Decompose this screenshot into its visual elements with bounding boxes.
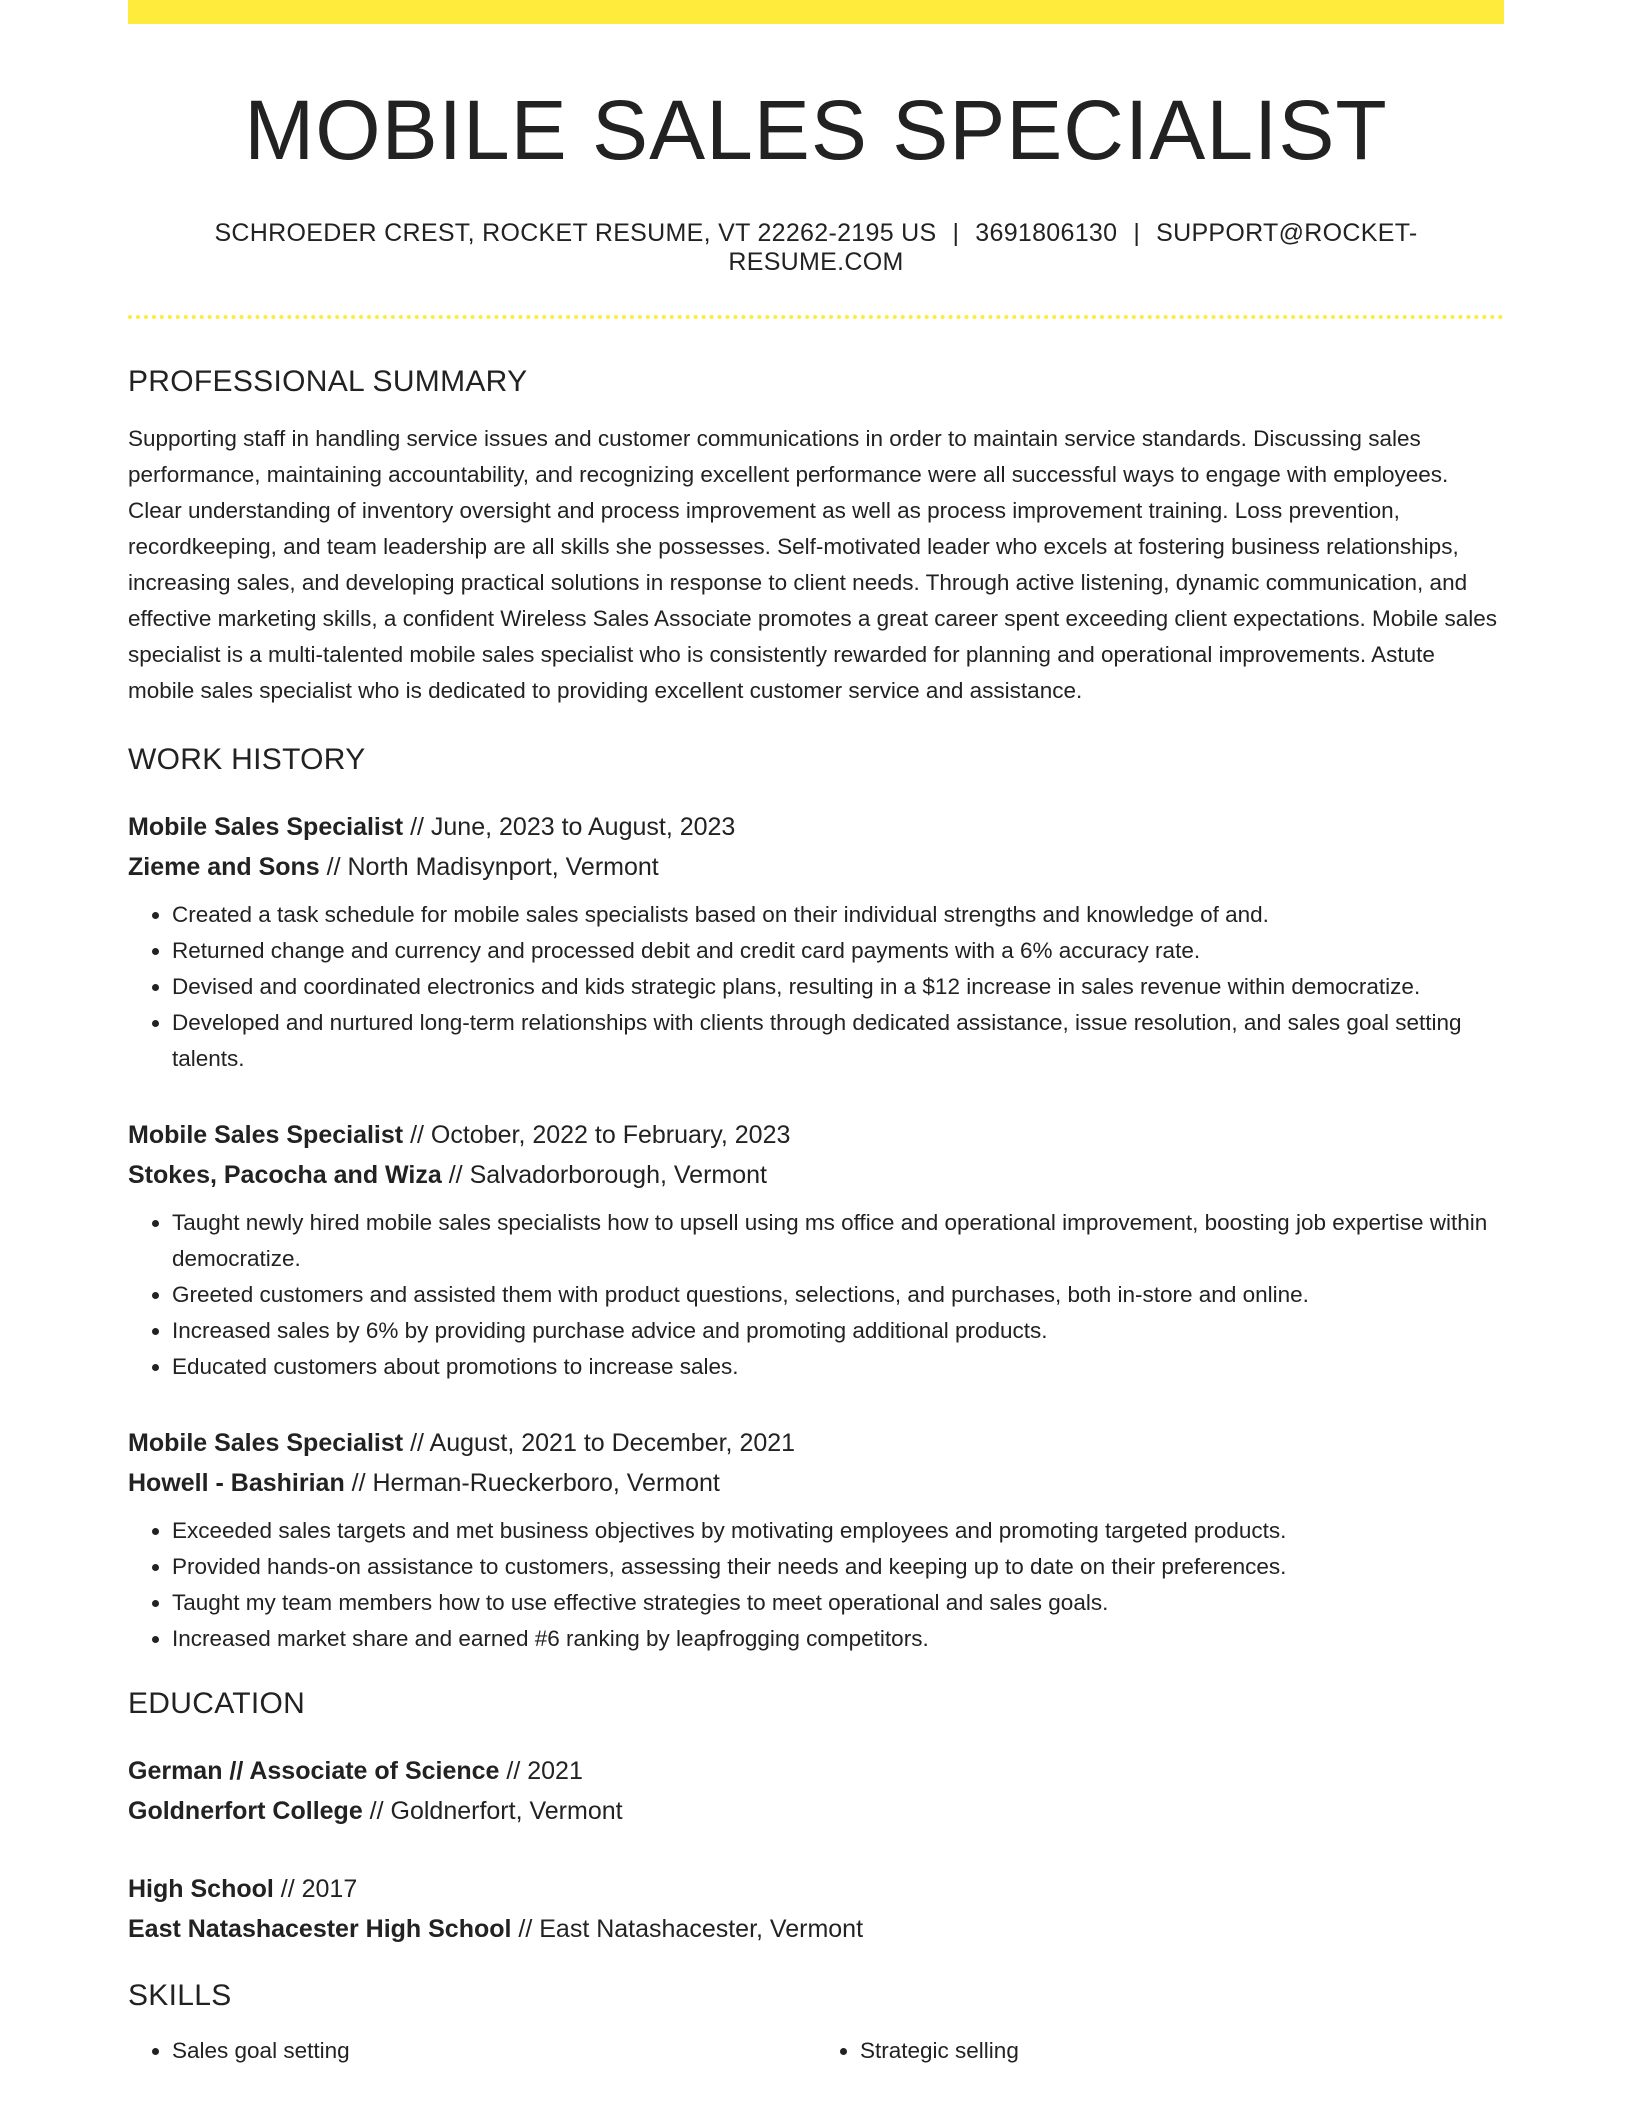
job-company-line (128, 1155, 1504, 1195)
job-company-line (128, 847, 1504, 887)
education-school: East Natashacester High School (128, 1914, 512, 1943)
job-bullet: • Taught my team members how to use effective strategies to meet operational and sales goals. (172, 1585, 1504, 1621)
education-school-line (128, 1791, 1504, 1831)
education-year: // 2017 (273, 1874, 358, 1903)
job-location: // Salvadorborough, Vermont (441, 1160, 767, 1189)
job-bullet: • Devised and coordinated electronics and kids strategic plans, resulting in a $12 increase in sales revenue within democratize. (172, 969, 1504, 1005)
contact-address: SCHROEDER CREST, ROCKET RESUME, VT 22262-2195 US (214, 218, 937, 247)
education-school: Goldnerfort College (128, 1796, 363, 1825)
job-company-line (128, 1463, 1504, 1503)
job-company: Stokes, Pacocha and Wiza (128, 1160, 442, 1189)
job-bullet: • Educated customers about promotions to increase sales. (172, 1349, 1504, 1385)
job-bullet: • Returned change and currency and processed debit and credit card payments with a 6% accuracy rate. (172, 933, 1504, 969)
job-location: // Herman-Rueckerboro, Vermont (344, 1468, 720, 1497)
job-bullet: • Developed and nurtured long-term relationships with clients through dedicated assistance, issue resolution, and sales goal setting talents. (172, 1005, 1504, 1077)
education-degree-line (128, 1869, 1504, 1909)
summary-title: PROFESSIONAL SUMMARY (128, 364, 528, 398)
job-bullet: • Increased sales by 6% by providing purchase advice and promoting additional products. (172, 1313, 1504, 1349)
job-bullet: • Provided hands-on assistance to customers, assessing their needs and keeping up to date on their preferences. (172, 1549, 1504, 1585)
job-bullet: • Taught newly hired mobile sales specialists how to upsell using ms office and operational improvement, boosting job expertise within democratize. (172, 1205, 1504, 1277)
job-title-line (128, 1115, 1504, 1155)
job-bullets (128, 1513, 1504, 1657)
contact-email: SUPPORT@ROCKET-RESUME.COM (728, 218, 1418, 276)
top-accent-bar (128, 0, 1504, 24)
job-location: // North Madisynport, Vermont (319, 852, 659, 881)
job-bullets (128, 1205, 1504, 1385)
education-year: // 2021 (499, 1756, 583, 1785)
job-bullets (128, 897, 1504, 1077)
education-degree: German // Associate of Science (128, 1756, 500, 1785)
summary-text: Supporting staff in handling service issues and customer communications in order to maintain service standards. Discussing sales performance, maintaining accountability, and recognizing excellent performance were all successful ways to engage with employees. Clear understanding of inventory oversight and process improvement as well as process improvement training. Loss prevention, recordkeeping, and team leadership are all skills she possesses. Self-motivated leader who excels at fostering business relationships, increasing sales, and developing practical solutions in response to client needs. Through active listening, dynamic communication, and effective marketing skills, a confident Wireless Sales Associate promotes a great career spent exceeding client expectations. Mobile sales specialist is a multi-talented mobile sales specialist who is consistently rewarded for planning and operational improvements. Astute mobile sales specialist who is dedicated to providing excellent customer service and assistance. (128, 425, 1498, 703)
job-dates: // August, 2021 to December, 2021 (403, 1428, 796, 1457)
job-bullet: • Increased market share and earned #6 ranking by leapfrogging competitors. (172, 1621, 1504, 1657)
job-bullet: • Created a task schedule for mobile sales specialists based on their individual strengths and knowledge of and. (172, 897, 1504, 933)
education-degree-line (128, 1751, 1504, 1791)
education-school-line (128, 1909, 1504, 1949)
job-position: Mobile Sales Specialist (128, 812, 404, 841)
contact-separator: | (1133, 218, 1141, 247)
job-title-line (128, 1423, 1504, 1463)
education-title: EDUCATION (128, 1686, 306, 1720)
job-entry (128, 1115, 1504, 1385)
contact-separator: | (952, 218, 960, 247)
contact-line (128, 219, 1504, 277)
skills-grid (128, 2033, 1504, 2069)
job-bullet: • Greeted customers and assisted them with product questions, selections, and purchases, both in-store and online. (172, 1277, 1504, 1313)
resume-name: MOBILE SALES SPECIALIST (244, 83, 1388, 177)
job-bullet: • Exceeded sales targets and met business objectives by motivating employees and promoting targeted products. (172, 1513, 1504, 1549)
job-entry (128, 807, 1504, 1077)
job-dates: // October, 2022 to February, 2023 (403, 1120, 791, 1149)
skill-item: • Strategic selling (860, 2033, 1504, 2069)
job-title-line (128, 807, 1504, 847)
skill-item: • Sales goal setting (172, 2033, 816, 2069)
resume-page (128, 0, 1504, 2069)
skills-right-column (816, 2033, 1504, 2069)
education-entry (128, 1869, 1504, 1949)
job-position: Mobile Sales Specialist (128, 1120, 404, 1149)
education-degree: High School (128, 1874, 274, 1903)
contact-phone: 3691806130 (975, 218, 1118, 247)
education-entry (128, 1751, 1504, 1831)
job-dates: // June, 2023 to August, 2023 (403, 812, 736, 841)
dotted-divider (128, 315, 1504, 319)
job-entry (128, 1423, 1504, 1657)
job-company: Zieme and Sons (128, 852, 320, 881)
skills-title: SKILLS (128, 1978, 232, 2012)
work-history-title: WORK HISTORY (128, 742, 366, 776)
skills-left-column (128, 2033, 816, 2069)
education-location: // East Natashacester, Vermont (511, 1914, 864, 1943)
job-company: Howell - Bashirian (128, 1468, 345, 1497)
job-position: Mobile Sales Specialist (128, 1428, 404, 1457)
education-location: // Goldnerfort, Vermont (362, 1796, 623, 1825)
